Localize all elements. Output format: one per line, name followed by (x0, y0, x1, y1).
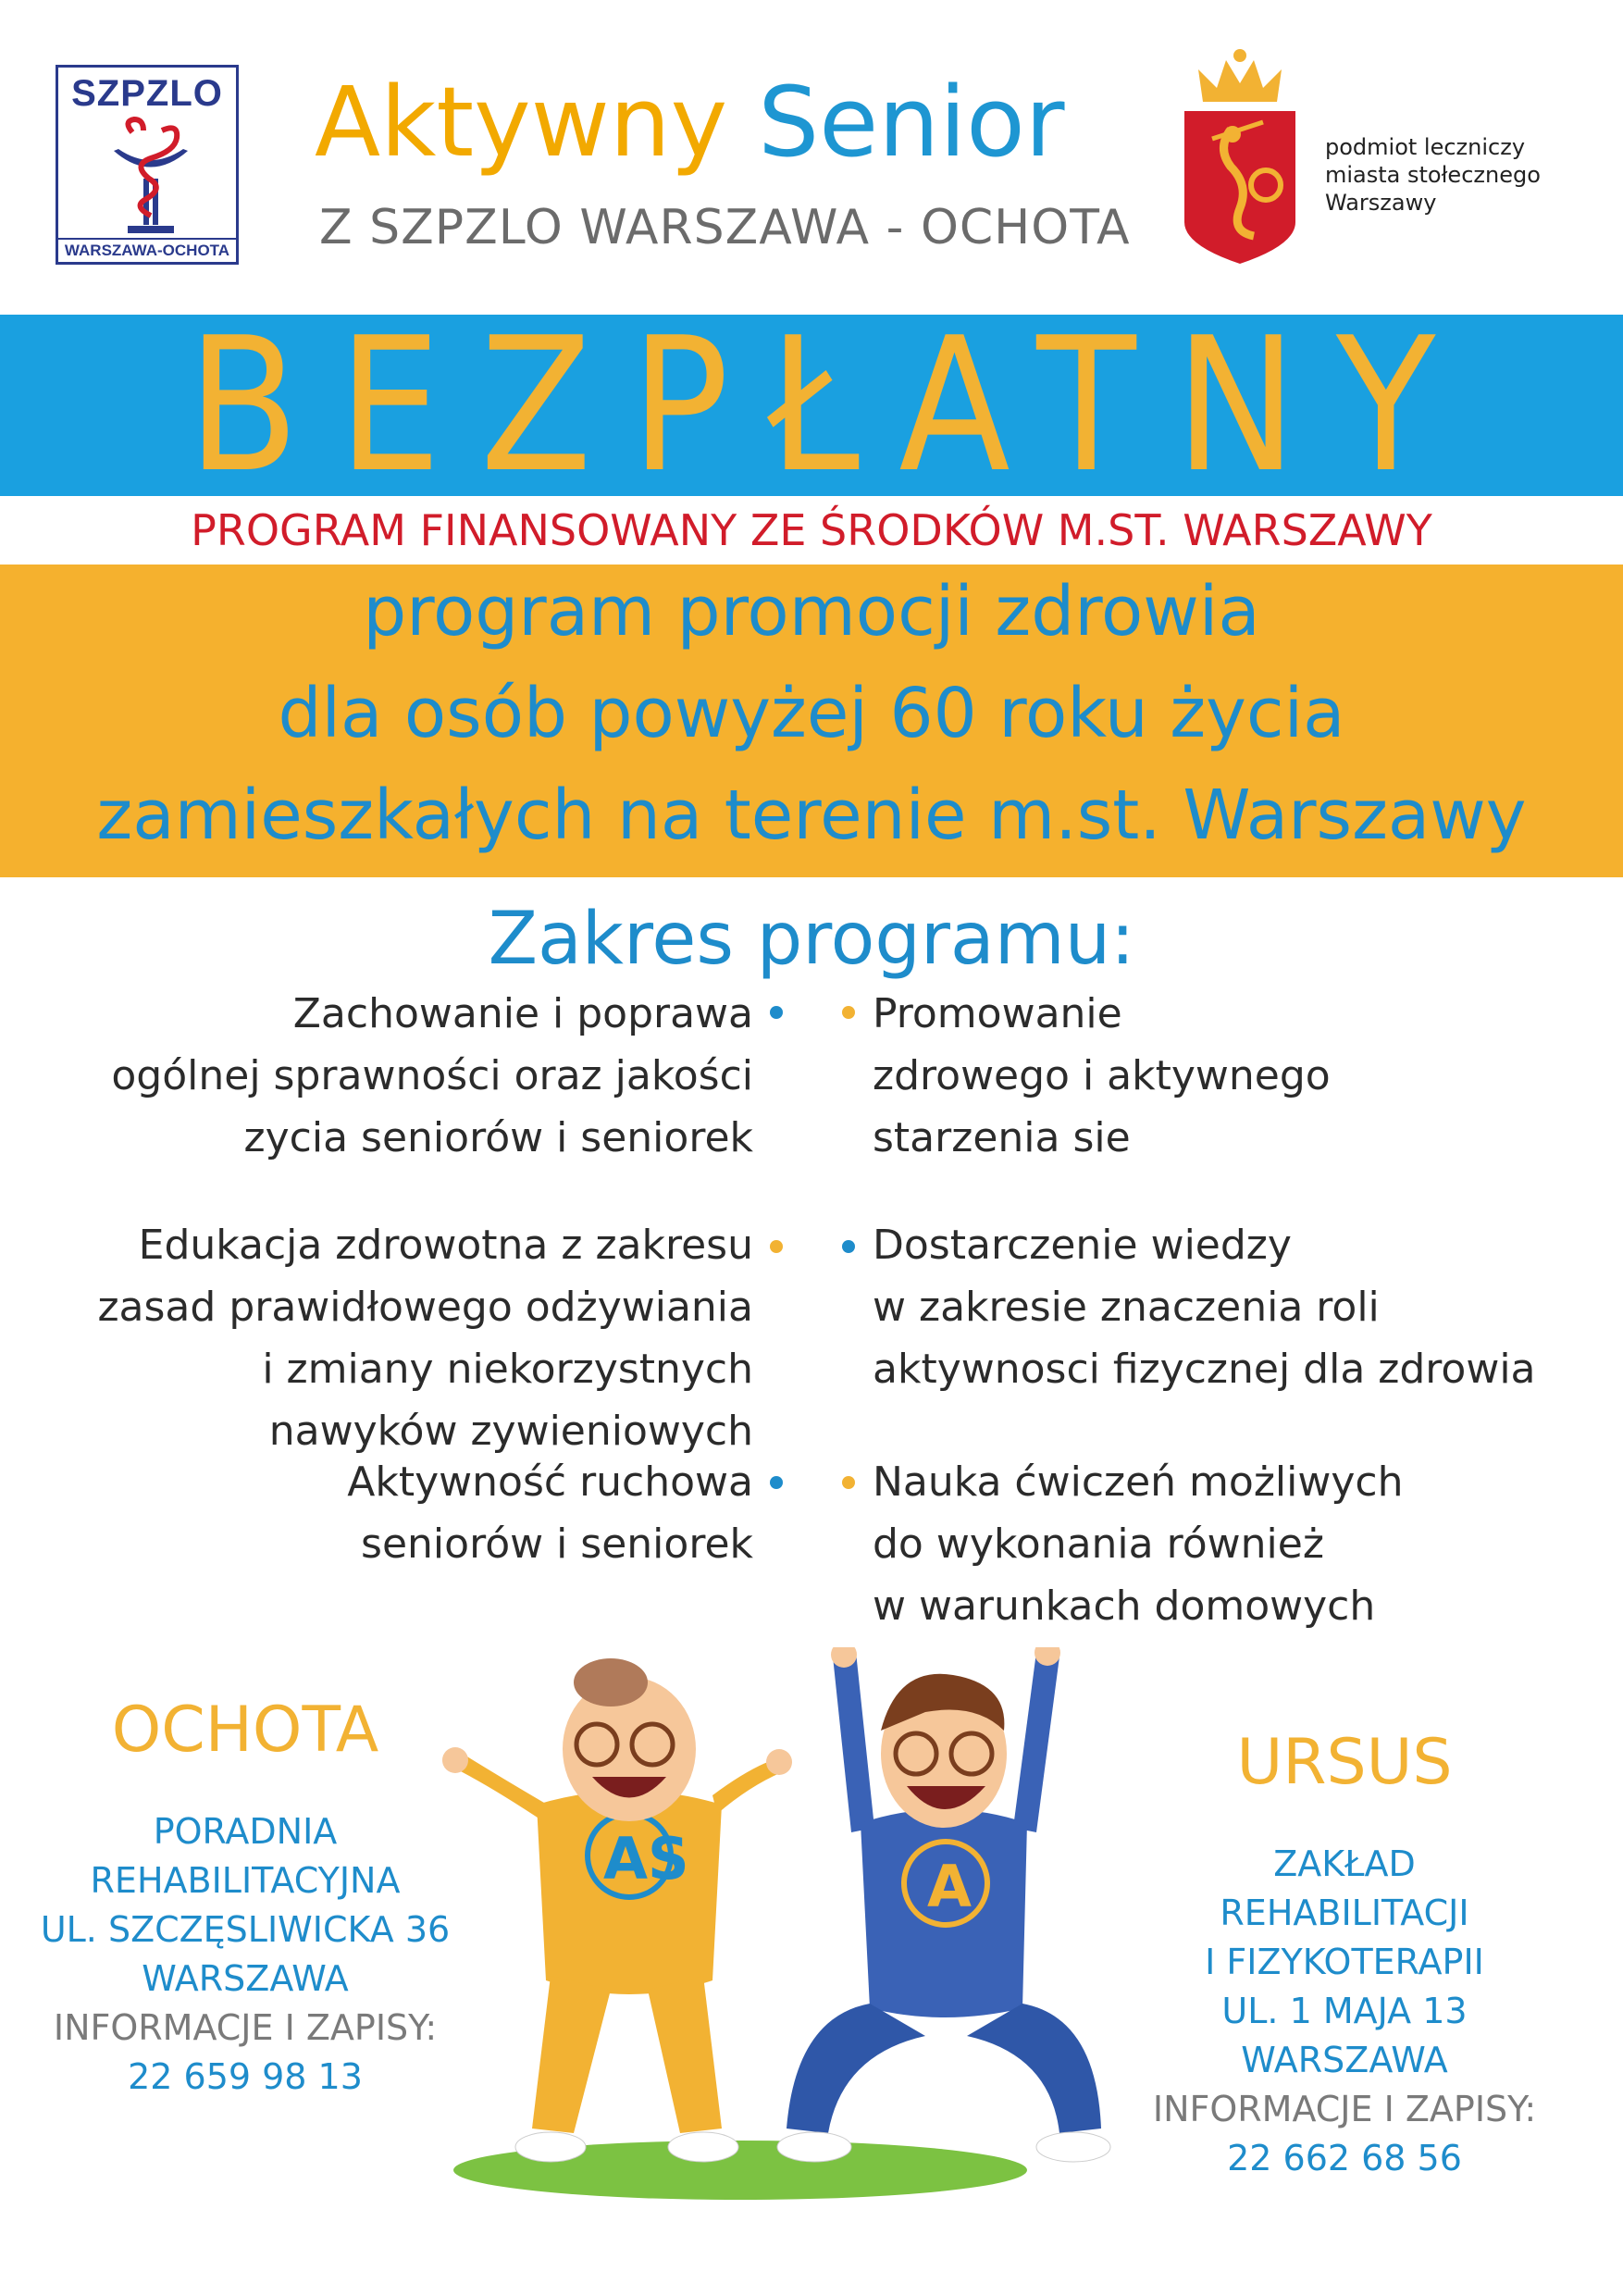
bullet-dot (770, 1006, 783, 1019)
address-line: I FIZYKOTERAPII (1205, 1942, 1484, 1982)
szpzlo-logo (56, 65, 239, 265)
address-line: ZAKŁAD (1273, 1843, 1416, 1884)
address-line: PORADNIA (153, 1811, 338, 1852)
title-word-1: Aktywny (315, 66, 728, 179)
scope-item-right: Dostarczenie wiedzy w zakresie znaczenia roli aktywnosci fizycznej dla zdrowia (873, 1222, 1536, 1393)
crest-caption-line: podmiot leczniczy (1325, 134, 1526, 160)
logo-bottom-text: WARSZAWA-OCHOTA (58, 238, 236, 260)
location-ochota (37, 1694, 453, 2102)
crest-caption-line: Warszawy (1325, 190, 1437, 216)
crest-caption (1325, 133, 1541, 217)
scope-item-left: Zachowanie i poprawa ogólnej sprawności oraz jakości zycia seniorów i seniorek (111, 990, 753, 1161)
scope-item-right: Nauka ćwiczeń możliwych do wykonania również w warunkach domowych (873, 1458, 1404, 1630)
crown-shield-icon (1175, 46, 1305, 268)
phone-number: 22 659 98 13 (128, 2056, 363, 2097)
address-line: UL. 1 MAJA 13 (1221, 1991, 1468, 2031)
address-line: WARSZAWA (1241, 2040, 1448, 2080)
logo-top-text: SZPZLO (71, 73, 223, 114)
scope-title: Zakres programu: (488, 898, 1135, 981)
bullet-dot (842, 1476, 855, 1489)
location-ursus (1136, 1726, 1553, 2183)
promo-line: program promocji zdrowia (363, 572, 1260, 652)
scope-item-left: Aktywność ruchowa seniorów i seniorek (347, 1458, 753, 1568)
warsaw-crest-logo (1175, 46, 1305, 268)
free-headline: BEZPŁATNY (187, 298, 1475, 514)
promo-line: zamieszkałych na terenie m.st. Warszawy (96, 776, 1527, 855)
title-word-2: Senior (758, 66, 1065, 179)
svg-text:A: A (927, 1853, 972, 1920)
address-line: REHABILITACYJNA (90, 1860, 401, 1901)
page-title (315, 66, 1065, 179)
scope-item-right: Promowanie zdrowego i aktywnego starzenia sie (873, 990, 1331, 1161)
bullet-dot (770, 1476, 783, 1489)
scope-item-left: Edukacja zdrowotna z zakresu zasad prawidłowego odżywiania i zmiany niekorzystnych nawyków zywieniowych (97, 1222, 753, 1455)
phone-number: 22 662 68 56 (1227, 2138, 1462, 2178)
exercising-seniors-icon (435, 1647, 1157, 2221)
seniors-illustration (435, 1647, 1157, 2225)
info-label: INFORMACJE I ZAPISY: (53, 2007, 438, 2048)
address-line: REHABILITACJI (1220, 1893, 1469, 1933)
crest-caption-line: miasta stołecznego (1325, 162, 1541, 188)
info-label: INFORMACJE I ZAPISY: (1152, 2089, 1537, 2129)
svg-text:AS: AS (603, 1825, 689, 1893)
promo-line: dla osób powyżej 60 roku życia (278, 674, 1345, 753)
city-name: OCHOTA (111, 1694, 379, 1767)
caduceus-icon (95, 114, 206, 253)
address-line: UL. SZCZĘSLIWICKA 36 (40, 1909, 451, 1950)
bullet-dot (842, 1006, 855, 1019)
bullet-dot (842, 1240, 855, 1253)
city-name: URSUS (1236, 1726, 1453, 1799)
funding-notice: PROGRAM FINANSOWANY ZE ŚRODKÓW M.ST. WARSZAWY (191, 505, 1432, 555)
subtitle: Z SZPZLO WARSZAWA - OCHOTA (319, 200, 1131, 255)
address-line: WARSZAWA (142, 1958, 349, 1999)
bullet-dot (770, 1240, 783, 1253)
